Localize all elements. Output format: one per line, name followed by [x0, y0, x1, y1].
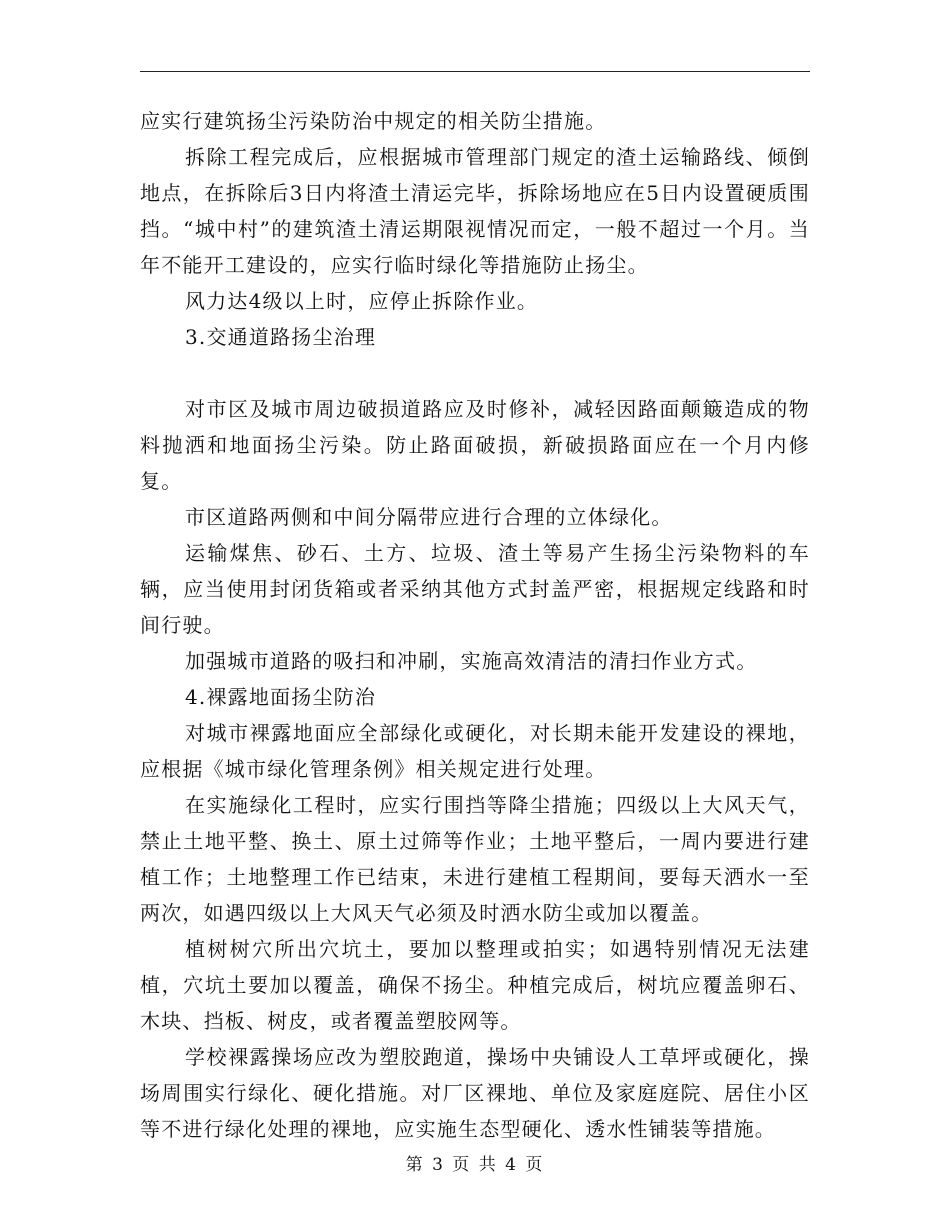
paragraph-greening-works: 在实施绿化工程时，应实行围挡等降尘措施；四级以上大风天气，禁止土地平整、换土、原土过筛等作业；土地平整后，一周内要进行建植工作；土地整理工作已结束，未进行建植工程期间，要每天洒水一至两次，如遇四级以上大风天气必须及时洒水防尘或加以覆盖。	[140, 793, 810, 925]
paragraph-bare-ground: 对城市裸露地面应全部绿化或硬化，对长期未能开发建设的裸地，应根据《城市绿化管理条例》相关规定进行处理。	[140, 721, 810, 781]
header-rule	[140, 71, 810, 72]
paragraph-road-repair: 对市区及城市周边破损道路应及时修补，减轻因路面颠簸造成的物料抛洒和地面扬尘污染。防止路面破损，新破损路面应在一个月内修复。	[140, 397, 810, 493]
section-heading-bare-ground: 4.裸露地面扬尘防治	[185, 685, 377, 709]
page-number: 第 3 页 共 4 页	[405, 1155, 545, 1175]
section-heading-traffic-roads: 3.交通道路扬尘治理	[185, 325, 377, 349]
paragraph-road-greening: 市区道路两侧和中间分隔带应进行合理的立体绿化。	[185, 505, 673, 529]
paragraph-demolition: 拆除工程完成后，应根据城市管理部门规定的渣土运输路线、倾倒地点，在拆除后3日内将渣土清运完毕，拆除场地应在5日内设置硬质围挡。“城中村”的建筑渣土清运期限视情况而定，一般不超过一个月。当年不能开工建设的，应实行临时绿化等措施防止扬尘。	[140, 145, 810, 277]
paragraph-road-cleaning: 加强城市道路的吸扫和冲刷，实施高效清洁的清扫作业方式。	[185, 649, 758, 673]
paragraph-school-playgrounds: 学校裸露操场应改为塑胶跑道，操场中央铺设人工草坪或硬化，操场周围实行绿化、硬化措施。对厂区裸地、单位及家庭庭院、居住小区等不进行绿化处理的裸地，应实施生态型硬化、透水性铺装等措施。	[140, 1045, 810, 1141]
document-body	[140, 103, 810, 1147]
paragraph-transport-vehicles: 运输煤焦、砂石、土方、垃圾、渣土等易产生扬尘污染物料的车辆，应当使用封闭货箱或者采纳其他方式封盖严密，根据规定线路和时间行驶。	[140, 541, 810, 637]
paragraph-gap	[140, 355, 810, 391]
paragraph-continuation: 应实行建筑扬尘污染防治中规定的相关防尘措施。	[140, 109, 607, 133]
paragraph-wind-level: 风力达4级以上时，应停止拆除作业。	[185, 289, 539, 313]
paragraph-tree-pits: 植树树穴所出穴坑土，要加以整理或拍实；如遇特别情况无法建植，穴坑土要加以覆盖，确保不扬尘。种植完成后，树坑应覆盖卵石、木块、挡板、树皮，或者覆盖塑胶网等。	[140, 937, 810, 1033]
